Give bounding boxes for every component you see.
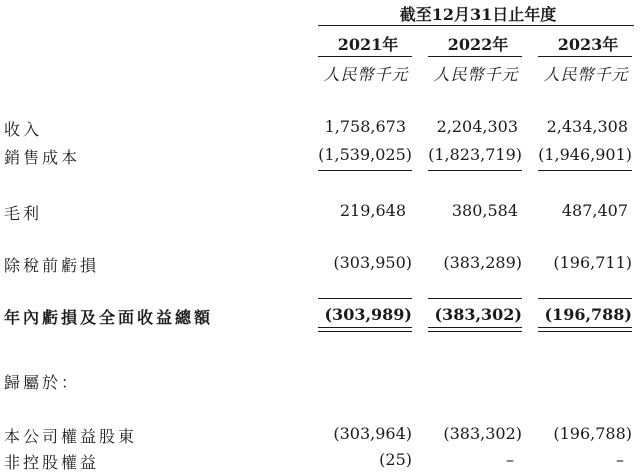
period-header: 截至12月31日止年度 [399,5,557,24]
row-label-total-comprehensive-loss: 年內虧損及全面收益總額 [4,308,214,327]
subtotal-rule-2023 [538,170,632,171]
column-year-2022: 2022年 [447,35,509,54]
row-value-gross-profit-2023: 487,407 [561,201,628,220]
row-value-loss-before-tax-2021: (303,950) [333,253,412,272]
row-value-non-controlling-interests-2022: – [506,450,514,469]
row-value-gross-profit-2022: 380,584 [451,201,518,220]
row-value-equity-shareholders-2023: (196,788) [553,424,632,443]
column-unit-2022: 人民幣千元 [433,65,519,84]
double-rule-2022 [428,327,522,332]
column-unit-2023: 人民幣千元 [543,65,629,84]
row-value-cost-of-sales-2021: (1,539,025) [318,145,412,164]
row-value-equity-shareholders-2022: (383,302) [443,424,522,443]
row-label-attributable-to: 歸屬於： [4,373,81,392]
row-label-equity-shareholders: 本公司權益股東 [4,427,138,446]
row-value-loss-before-tax-2022: (383,289) [443,253,522,272]
row-value-total-comprehensive-loss-2021: (303,989) [324,305,412,324]
row-label-gross-profit: 毛利 [4,204,43,223]
row-value-revenue-2021: 1,758,673 [324,117,406,136]
row-value-revenue-2022: 2,204,303 [436,117,518,136]
row-value-non-controlling-interests-2023: – [616,450,624,469]
subtotal-rule-2022 [428,170,522,171]
row-label-loss-before-tax: 除稅前虧損 [4,256,100,275]
header-rule [318,25,634,26]
subtotal-rule-2021 [318,170,412,171]
double-rule-2023 [538,327,632,332]
row-value-gross-profit-2021: 219,648 [339,201,406,220]
row-value-loss-before-tax-2023: (196,711) [553,253,632,272]
total-rule-2022 [428,298,522,299]
column-unit-2021: 人民幣千元 [323,65,409,84]
column-rule-2021 [318,56,412,57]
column-year-2023: 2023年 [557,35,619,54]
row-value-non-controlling-interests-2021: (25) [379,450,412,469]
row-value-equity-shareholders-2021: (303,964) [333,424,412,443]
row-label-revenue: 收入 [4,120,43,139]
row-value-total-comprehensive-loss-2023: (196,788) [544,305,632,324]
total-rule-2023 [538,298,632,299]
row-label-non-controlling-interests: 非控股權益 [4,453,100,472]
column-year-2021: 2021年 [337,35,399,54]
row-value-total-comprehensive-loss-2022: (383,302) [434,305,522,324]
column-rule-2023 [538,56,632,57]
row-value-revenue-2023: 2,434,308 [546,117,628,136]
column-rule-2022 [428,56,522,57]
total-rule-2021 [318,298,412,299]
row-value-cost-of-sales-2023: (1,946,901) [538,145,632,164]
row-value-cost-of-sales-2022: (1,823,719) [428,145,522,164]
double-rule-2021 [318,327,412,332]
row-label-cost-of-sales: 銷售成本 [4,148,81,167]
